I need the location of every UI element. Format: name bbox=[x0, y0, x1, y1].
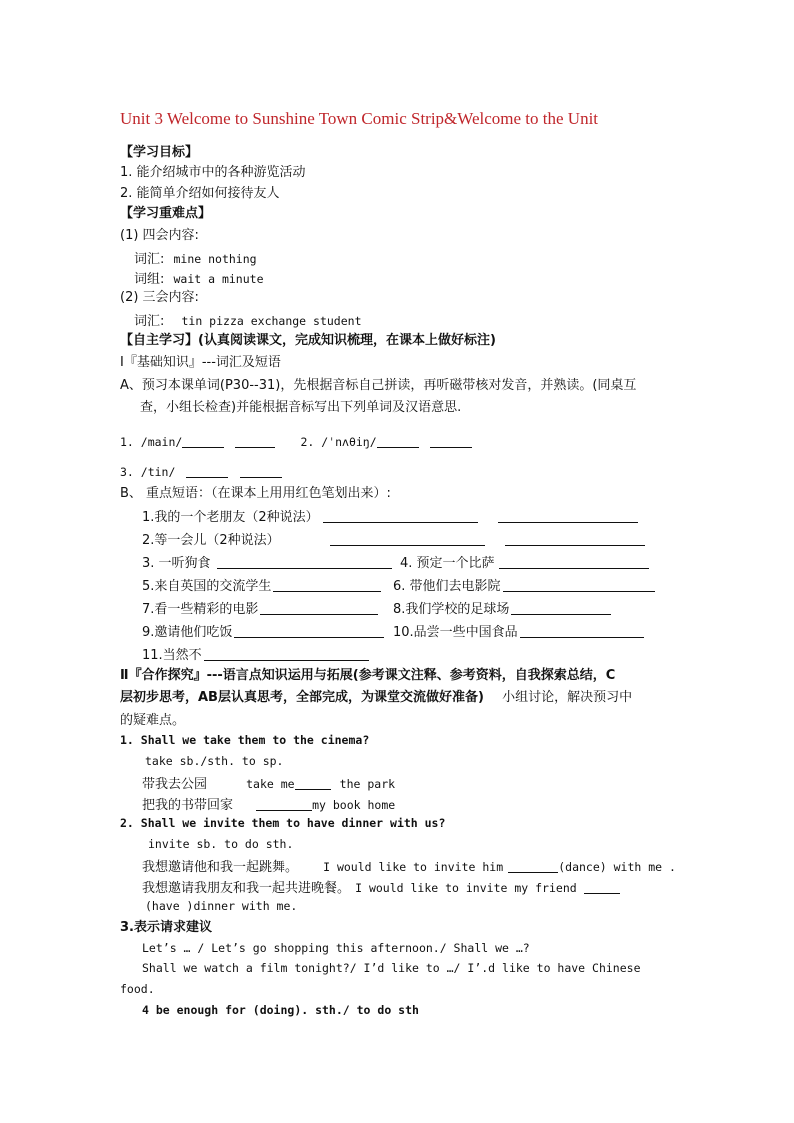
three-skills-label: (2) 三会内容: bbox=[120, 290, 199, 305]
example-en: my book home bbox=[312, 798, 396, 812]
cooperative-line2a: 层初步思考，AB层认真思考，全部完成，为课堂交流做好准备) bbox=[120, 690, 484, 705]
blank[interactable] bbox=[182, 435, 224, 448]
example-cn: 我想邀请他和我一起跳舞。 bbox=[142, 860, 299, 875]
blank[interactable] bbox=[511, 602, 611, 615]
question-3-line-2: Shall we watch a film tonight?/ I’d like to …/ I’.d like to have Chinese bbox=[142, 961, 641, 975]
blank[interactable] bbox=[234, 625, 384, 638]
cooperative-heading-line2 bbox=[120, 691, 632, 704]
phrase-label: 词组: bbox=[134, 272, 165, 287]
question-1-pattern: take sb./sth. to sp. bbox=[145, 754, 284, 768]
phrase-10 bbox=[393, 625, 644, 639]
phrase-text: 3. 一听狗食 bbox=[142, 556, 211, 571]
goals-heading: 【学习目标】 bbox=[120, 145, 199, 160]
blank[interactable] bbox=[235, 435, 275, 448]
question-2-example-2 bbox=[142, 879, 620, 895]
blank[interactable] bbox=[330, 533, 485, 546]
blank[interactable] bbox=[503, 579, 655, 592]
blank[interactable] bbox=[295, 777, 331, 790]
question-3: 3.表示请求建议 bbox=[120, 920, 212, 935]
blank[interactable] bbox=[505, 533, 645, 546]
key-points-heading: 【学习重难点】 bbox=[120, 206, 212, 221]
cooperative-line2b: 小组讨论，解决预习中 bbox=[502, 690, 633, 705]
section-a-line1: A、预习本课单词(P30--31)，先根据音标自己拼读，再听磁带核对发音，并熟读。(同桌互 bbox=[120, 378, 637, 393]
example-en: I would like to invite my friend bbox=[355, 881, 577, 895]
phrase-text: 7.看一些精彩的电影 bbox=[142, 602, 259, 617]
phrase-4 bbox=[400, 556, 649, 570]
phrase-11 bbox=[142, 648, 369, 662]
phrase-8 bbox=[393, 602, 611, 616]
phrase-text: 9.邀请他们吃饭 bbox=[142, 625, 233, 640]
blank[interactable] bbox=[377, 435, 419, 448]
question-2: 2. Shall we invite them to have dinner with us? bbox=[120, 816, 446, 830]
phrase-2 bbox=[142, 533, 645, 547]
blank[interactable] bbox=[260, 602, 378, 615]
word-3-phonetic: 3. /tin/ bbox=[120, 465, 176, 479]
four-phrase-line bbox=[134, 270, 264, 286]
phrase-text: 10.品尝一些中国食品 bbox=[393, 625, 518, 640]
section-a-line2: 查，小组长检查)并能根据音标写出下列单词及汉语意思. bbox=[140, 400, 462, 415]
blank[interactable] bbox=[430, 435, 472, 448]
four-vocab-line bbox=[134, 250, 257, 266]
cooperative-heading-line1: Ⅱ『合作探究』---语言点知识运用与拓展(参考课文注释、参考资料，自我探索总结，C bbox=[120, 668, 616, 683]
question-3-line-1: Let’s … / Let’s go shopping this afternoon./ Shall we …? bbox=[142, 941, 530, 955]
word-1-phonetic: 1. /main/ bbox=[120, 435, 183, 449]
four-skills-label: (1) 四会内容: bbox=[120, 228, 199, 243]
part1-heading: Ⅰ『基础知识』---词汇及短语 bbox=[120, 355, 281, 370]
blank[interactable] bbox=[584, 881, 620, 894]
vocab-words: tin pizza exchange student bbox=[181, 314, 362, 328]
phrase-9 bbox=[142, 625, 384, 639]
self-study-heading: 【自主学习】(认真阅读课文，完成知识梳理，在课本上做好标注) bbox=[120, 333, 496, 348]
example-en-rest: the park bbox=[339, 777, 396, 791]
phrase-text: 6. 带他们去电影院 bbox=[393, 579, 501, 594]
phrase-text: 11.当然不 bbox=[142, 648, 202, 663]
blank[interactable] bbox=[273, 579, 381, 592]
blank[interactable] bbox=[217, 556, 392, 569]
example-cn: 把我的书带回家 bbox=[142, 798, 234, 813]
phrase-3 bbox=[142, 556, 392, 570]
example-en: I would like to invite him bbox=[323, 860, 504, 874]
question-2-example-2-cont: (have )dinner with me. bbox=[145, 899, 298, 913]
page-title: Unit 3 Welcome to Sunshine Town Comic Strip&Welcome to the Unit bbox=[120, 109, 599, 128]
blank[interactable] bbox=[186, 465, 228, 478]
phrase-text: 1.我的一个老朋友（2种说法） bbox=[142, 510, 319, 525]
blank[interactable] bbox=[499, 556, 649, 569]
phrase-7 bbox=[142, 602, 378, 616]
phrase-words: wait a minute bbox=[173, 272, 264, 286]
blank[interactable] bbox=[256, 798, 312, 811]
blank[interactable] bbox=[240, 465, 282, 478]
question-3-line-3: food. bbox=[120, 982, 155, 996]
example-cn: 带我去公园 bbox=[142, 777, 208, 792]
phrase-text: 5.来自英国的交流学生 bbox=[142, 579, 272, 594]
phrase-6 bbox=[393, 579, 655, 593]
example-en: take me bbox=[246, 777, 295, 791]
blank[interactable] bbox=[323, 510, 478, 523]
goal-item-2: 2. 能简单介绍如何接待友人 bbox=[120, 186, 280, 201]
word-row-1 bbox=[120, 433, 472, 449]
question-1-example-2 bbox=[142, 796, 395, 812]
vocab-label: 词汇: bbox=[134, 314, 165, 329]
vocab-words: mine nothing bbox=[173, 252, 257, 266]
phrase-text: 4. 预定一个比萨 bbox=[400, 556, 495, 571]
blank[interactable] bbox=[508, 860, 558, 873]
vocab-label: 词汇: bbox=[134, 252, 165, 267]
example-cn: 我想邀请我朋友和我一起共进晚餐。 bbox=[142, 881, 351, 896]
phrase-1 bbox=[142, 510, 638, 524]
blank[interactable] bbox=[498, 510, 638, 523]
question-1: 1. Shall we take them to the cinema? bbox=[120, 733, 370, 747]
phrase-text: 8.我们学校的足球场 bbox=[393, 602, 510, 617]
phrase-text: 2.等一会儿（2种说法） bbox=[142, 533, 280, 548]
section-b-heading: B、 重点短语：（在课本上用用红色笔划出来）: bbox=[120, 486, 391, 501]
question-1-example-1 bbox=[142, 775, 395, 791]
word-row-2 bbox=[120, 463, 282, 479]
example-en-rest: (dance) with me . bbox=[558, 860, 676, 874]
question-4: 4 be enough for (doing). sth./ to do sth bbox=[142, 1003, 419, 1017]
word-2-phonetic: 2. /ˈnʌθiŋ/ bbox=[300, 435, 377, 449]
question-2-pattern: invite sb. to do sth. bbox=[148, 837, 294, 851]
three-vocab-line bbox=[134, 312, 362, 328]
phrase-5 bbox=[142, 579, 381, 593]
blank[interactable] bbox=[204, 648, 369, 661]
question-2-example-1 bbox=[142, 858, 676, 874]
cooperative-heading-line3: 的疑难点。 bbox=[120, 713, 186, 728]
goal-item-1: 1. 能介绍城市中的各种游览活动 bbox=[120, 165, 306, 180]
blank[interactable] bbox=[520, 625, 644, 638]
